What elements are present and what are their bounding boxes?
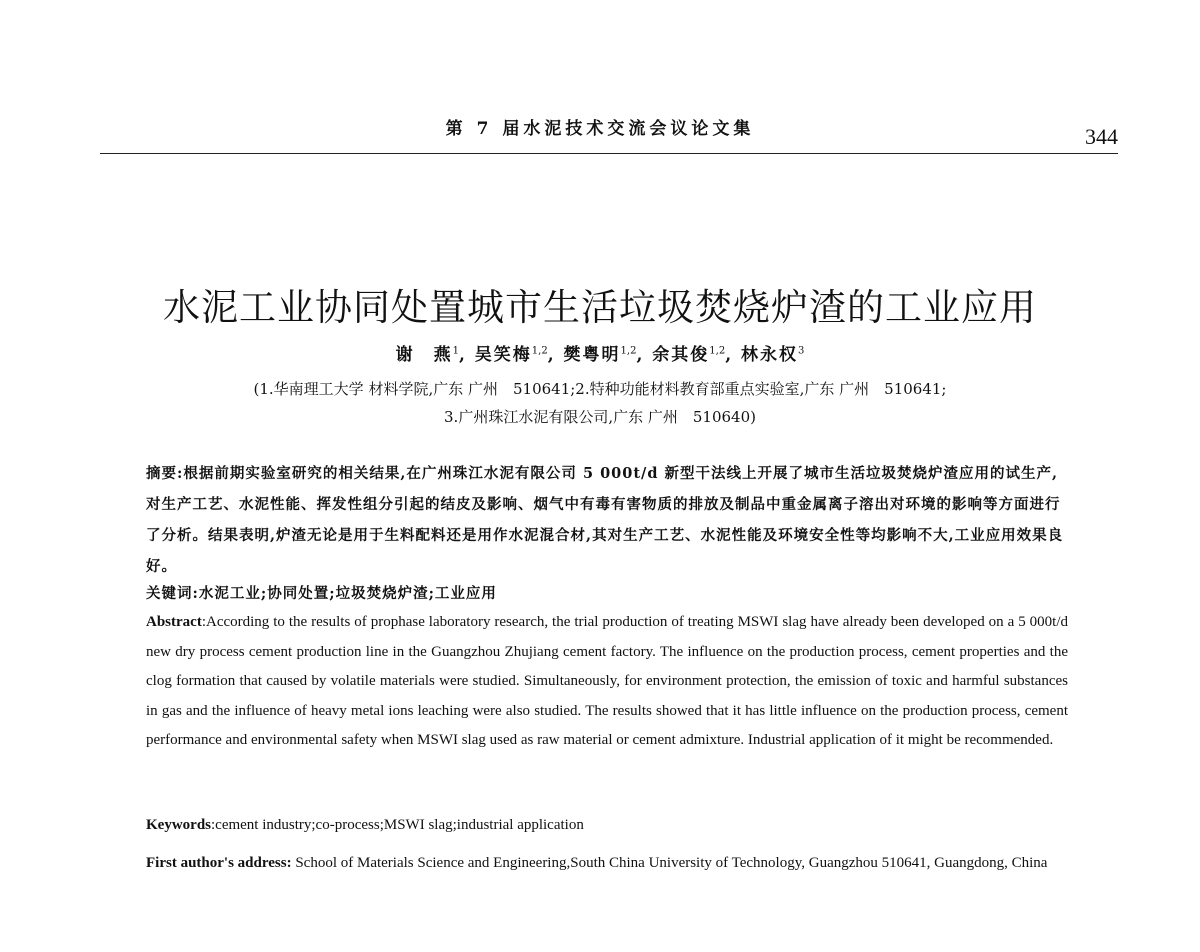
chinese-keywords-label: 关键词: xyxy=(146,585,199,602)
author-name: 谢 燕 xyxy=(395,345,453,365)
author-affiliation-mark: 1,2 xyxy=(620,345,637,357)
english-keywords-label: Keywords xyxy=(146,817,211,833)
author-affiliation-mark: 3 xyxy=(798,345,805,357)
english-abstract-text: :According to the results of prophase laboratory research, the trial production of treating MSWI slag have already been developed on a 5 000t/d new dry process cement production line in the Guangzhou Zhujiang cement factory. The influence on the production process, cement properties and the clog formation that caused by volatile materials were studied. Simultaneously, for environment protection, the emission of toxic and harmful substances in gas and the influence of heavy metal ions leaching were also studied. The results showed that it has little influence on the production process, cement performance and environmental safety when MSWI slag used as raw material or cement admixture. Industrial application of it might be recommended. xyxy=(146,614,1068,748)
affiliation-line-2: 3.广州珠江水泥有限公司,广东 广州 510640) xyxy=(444,408,756,426)
header-rule xyxy=(100,153,1118,154)
english-abstract-label: Abstract xyxy=(146,614,202,630)
english-keywords xyxy=(146,817,1068,834)
first-author-address-label: First author's address: xyxy=(146,855,292,871)
chinese-abstract-label: 摘要: xyxy=(146,465,184,482)
author-separator: , xyxy=(547,345,556,365)
english-abstract xyxy=(146,608,1068,756)
author-affiliation-mark: 1 xyxy=(452,345,459,357)
author-affiliation-mark: 1,2 xyxy=(531,345,548,357)
chinese-abstract-text: 根据前期实验室研究的相关结果,在广州珠江水泥有限公司 5 000t/d 新型干法线上开展了城市生活垃圾焚烧炉渣应用的试生产,对生产工艺、水泥性能、挥发性组分引起的结皮及影响、烟气中有毒有害物质的排放及制品中重金属离子溶出对环境的影响等方面进行了分析。结果表明,炉渣无论是用于生料配料还是用作水泥混合材,其对生产工艺、水泥性能及环境安全性等均影响不大,工业应用效果良好。 xyxy=(146,465,1064,575)
chinese-keywords-text: 水泥工业;协同处置;垃圾焚烧炉渣;工业应用 xyxy=(198,585,497,602)
chinese-keywords xyxy=(146,582,1068,603)
author-separator: , xyxy=(636,345,645,365)
page-number: 344 xyxy=(1085,124,1118,149)
chinese-abstract xyxy=(146,458,1068,582)
first-author-address xyxy=(146,848,1068,878)
running-head: 第 7 届水泥技术交流会议论文集 xyxy=(445,119,755,139)
first-author-address-text: School of Materials Science and Engineering,South China University of Technology, Guangzhou 510641, Guangdong, China xyxy=(291,855,1048,871)
paper-title: 水泥工业协同处置城市生活垃圾焚烧炉渣的工业应用 xyxy=(163,285,1037,329)
affiliation-line-1: (1.华南理工大学 材料学院,广东 广州 510641;2.特种功能材料教育部重点实验室,广东 广州 510641; xyxy=(253,380,947,398)
author-name: 樊粤明 xyxy=(563,345,621,365)
author-list xyxy=(0,340,1200,365)
author-separator: , xyxy=(725,345,734,365)
author-name: 余其俊 xyxy=(652,345,710,365)
author-name: 林永权 xyxy=(741,345,799,365)
author-affiliation-mark: 1,2 xyxy=(709,345,726,357)
english-keywords-text: :cement industry;co-process;MSWI slag;industrial application xyxy=(211,817,584,833)
author-name: 吴笑梅 xyxy=(474,345,532,365)
author-separator: , xyxy=(458,345,467,365)
